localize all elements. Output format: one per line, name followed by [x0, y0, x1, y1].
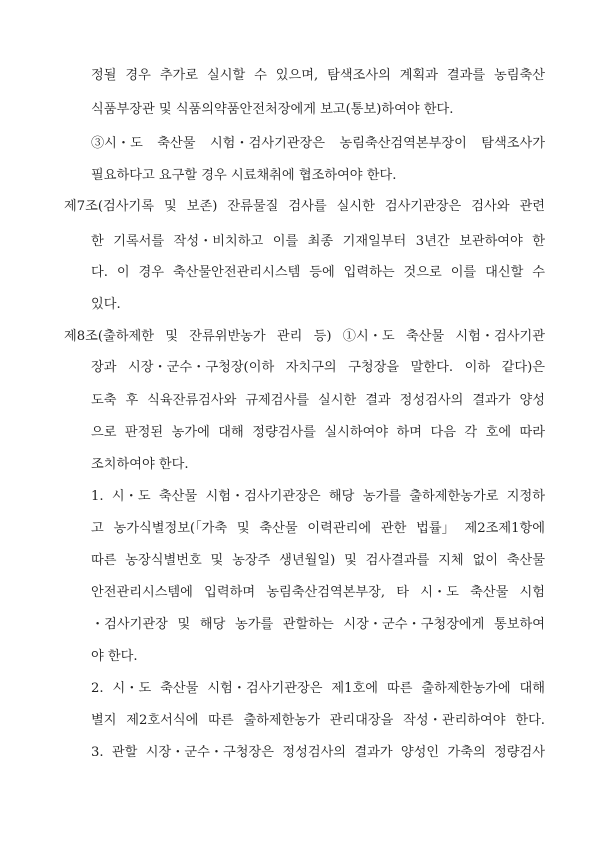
text-line: 도축 후 식육잔류검사와 규제검사를 실시한 결과 정성검사의 결과가 양성 [91, 393, 545, 408]
item-3-line: 3. 관할 시장・군수・구청장은 정성검사의 결과가 양성인 가축의 정량검사 [91, 745, 545, 760]
item-2-line: 2. 시・도 축산물 시험・검사기관장은 제1호에 따른 출하제한농가에 대해 [91, 681, 545, 696]
text-line: 야 한다. [91, 649, 138, 664]
article-8-heading-line: 제8조(출하제한 및 잔류위반농가 관리 등) ①시・도 축산물 시험・검사기관 [64, 329, 545, 344]
text-line: 한 기록서를 작성・비치하고 이를 최종 기재일부터 3년간 보관하여야 한 [91, 234, 545, 249]
text-line: 별지 제2호서식에 따른 출하제한농가 관리대장을 작성・관리하여야 한다. [91, 713, 545, 728]
text-line: ・검사기관장 및 해당 농가를 관할하는 시장・군수・구청장에게 통보하여 [91, 617, 545, 632]
text-line: 다. 이 경우 축산물안전관리시스템 등에 입력하는 것으로 이를 대신할 수 [91, 265, 545, 280]
text-line: 으로 판정된 농가에 대해 정량검사를 실시하여야 하며 다음 각 호에 따라 [91, 425, 545, 440]
text-line: 조치하여야 한다. [91, 457, 189, 472]
text-line: 식품부장관 및 식품의약품안전처장에게 보고(통보)하여야 한다. [91, 102, 454, 117]
text-line: 필요하다고 요구할 경우 시료채취에 협조하여야 한다. [91, 168, 397, 183]
item-1-line: 1. 시・도 축산물 시험・검사기관장은 해당 농가를 출하제한농가로 지정하 [91, 489, 545, 504]
text-line: 따른 농장식별번호 및 농장주 생년월일) 및 검사결과를 지체 없이 축산물 [91, 553, 545, 568]
article-7-heading-line: 제7조(검사기록 및 보존) 잔류물질 검사를 실시한 검사기관장은 검사와 관련 [64, 199, 545, 214]
text-line: 안전관리시스템에 입력하며 농림축산검역본부장, 타 시・도 축산물 시험 [91, 585, 545, 600]
text-line: 고 농가식별정보(「가축 및 축산물 이력관리에 관한 법률」 제2조제1항에 [91, 521, 545, 536]
text-line: 장과 시장・군수・구청장(이하 자치구의 구청장을 말한다. 이하 같다)은 [91, 360, 545, 375]
text-line: 있다. [91, 297, 121, 312]
text-line: 정될 경우 추가로 실시할 수 있으며, 탐색조사의 계획과 결과를 농림축산 [91, 68, 545, 83]
text-line: ③시・도 축산물 시험・검사기관장은 농림축산검역본부장이 탐색조사가 [91, 136, 545, 151]
